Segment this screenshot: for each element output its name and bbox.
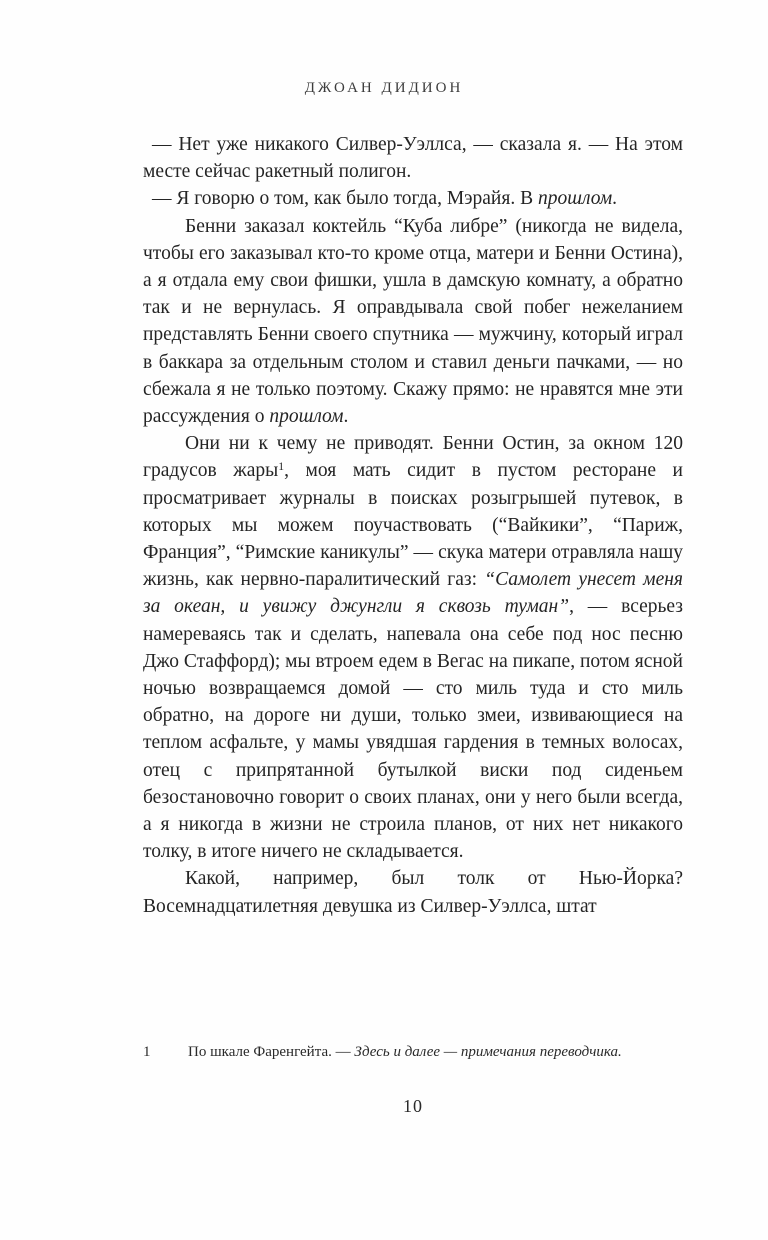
footnote	[143, 1042, 683, 1062]
running-header: ДЖОАН ДИДИОН	[304, 80, 464, 96]
text-segment: .	[343, 406, 349, 428]
text-segment: Здесь и далее — примечания переводчика.	[354, 1044, 622, 1060]
text-segment: .	[612, 188, 618, 210]
body-text	[143, 131, 683, 920]
paragraph	[143, 131, 683, 185]
paragraph	[143, 430, 683, 865]
text-segment: — Нет уже никакого Силвер-Уэллса, — сказала я. — На этом месте сейчас ракетный полигон.	[143, 134, 683, 183]
paragraph	[143, 865, 683, 919]
footnote-reference: 1	[278, 460, 285, 474]
text-segment: прошлом	[269, 406, 344, 428]
footnote-text	[188, 1044, 622, 1060]
text-segment: — Я говорю о том, как было тогда, Мэрайя. В	[152, 188, 538, 210]
text-segment: , моя мать сидит в пустом ресторане и просматривает журналы в поисках розыгрышей путевок, в которых мы можем поучаствовать (“Вайкики”, “Париж, Франция”, “Римские каникулы” — скука матери отравляла нашу жизнь, как нервно-паралитический газ:	[143, 460, 683, 591]
text-segment: Какой, например, был толк от Нью-Йорка? Восемнадцатилетняя девушка из Силвер-Уэллса, штат	[143, 868, 683, 917]
text-segment: По шкале Фаренгейта. —	[188, 1044, 355, 1060]
paragraph	[143, 213, 683, 431]
text-segment: прошлом	[537, 188, 613, 210]
text-segment: Бенни заказал коктейль “Куба либре” (никогда не видела, чтобы его заказывал кто-то кроме отца, матери и Бенни Остина), а я отдала ему свои фишки, ушла в дамскую комнату, а обратно так и не вернулась. Я оправдывала свой побег нежеланием представлять Бенни своего спутника — мужчину, который играл в баккара за отдельным столом и ставил деньги пачками, — но сбежала я не только поэтому. Скажу прямо: не нравятся мне эти рассуждения о	[143, 215, 683, 428]
text-segment: Они ни к чему не приводят. Бенни Остин, за окном 120 градусов жары	[143, 433, 683, 482]
text-segment: , — всерьез намереваясь так и сделать, напевала она себе под нос песню Джо Стаффорд); мы втроем едем в Вегас на пикапе, потом ясной ночью возвращаемся домой — сто миль туда и сто миль обратно, на дороге ни души, только змеи, извивающиеся на теплом асфальте, у мамы увядшая гардения в темных волосах, отец с припрятанной бутылкой виски под сиденьем безостановочно говорит о своих планах, они у него были всегда, а я никогда в жизни не строила планов, от них нет никакого толку, в итоге ничего не складывается.	[143, 596, 683, 863]
text-segment: “Самолет унесет меня за океан, и увижу джунгли я сквозь туман”	[143, 569, 683, 618]
paragraph	[143, 185, 683, 212]
page-number: 10	[403, 1096, 423, 1116]
footnote-marker: 1	[143, 1044, 151, 1060]
